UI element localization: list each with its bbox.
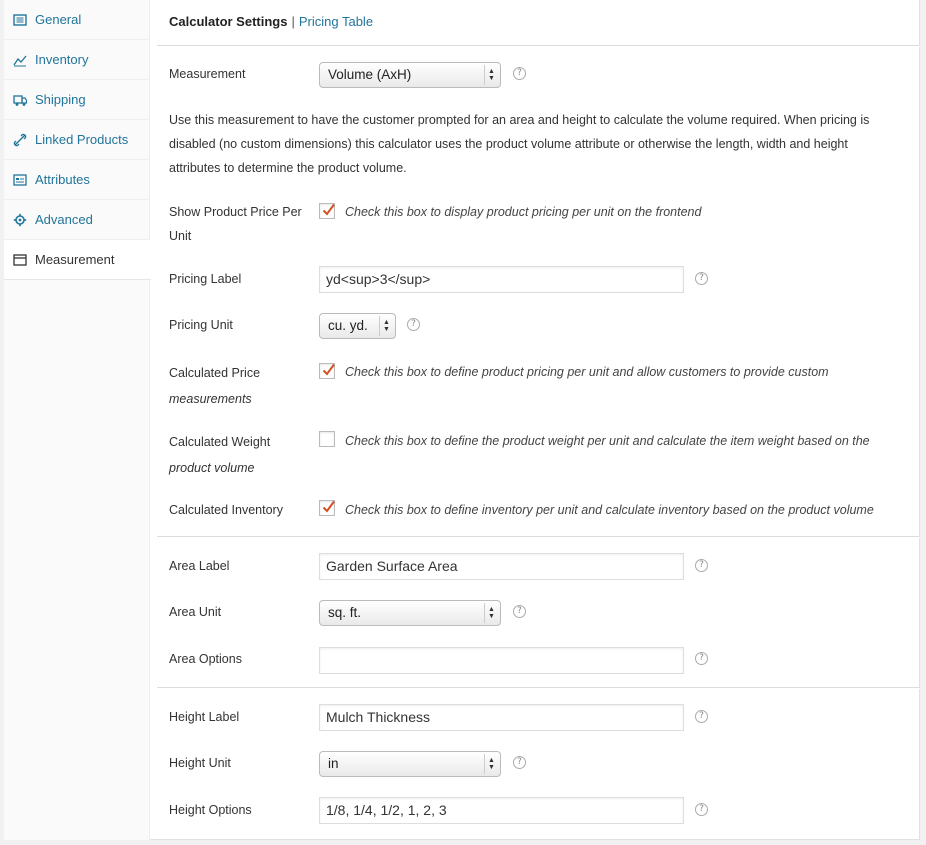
tab-attributes[interactable] <box>4 160 150 200</box>
divider <box>157 45 920 47</box>
tab-label: Linked Products <box>35 132 129 147</box>
measurement-select[interactable] <box>319 62 501 88</box>
general-icon <box>13 13 27 27</box>
tab-pricing-table[interactable]: Pricing Table <box>298 14 374 29</box>
area-unit-label: Area Unit <box>169 605 222 619</box>
show-price-label <box>169 200 302 248</box>
tab-advanced[interactable] <box>4 200 150 240</box>
tab-calculator-settings[interactable]: Calculator Settings <box>169 14 288 29</box>
show-price-checkbox[interactable] <box>319 203 335 219</box>
calculated-price-checkbox[interactable] <box>319 363 335 379</box>
checkmark-icon <box>321 202 336 218</box>
help-icon[interactable]: ? <box>407 318 420 331</box>
calculated-price-label-line2: measurements <box>169 392 252 406</box>
help-icon[interactable]: ? <box>513 605 526 618</box>
area-label-label: Area Label <box>169 559 230 573</box>
select-arrows-icon: ▲ ▼ <box>484 603 498 623</box>
height-label-label: Height Label <box>169 710 240 724</box>
height-options-input[interactable]: 1/8, 1/4, 1/2, 1, 2, 3 <box>319 797 684 824</box>
tab-separator: | <box>291 14 295 29</box>
tab-label: General <box>35 12 82 27</box>
tab-general[interactable] <box>4 0 150 40</box>
tab-label: Attributes <box>35 172 90 187</box>
divider <box>157 536 920 538</box>
attributes-icon <box>13 173 27 187</box>
calculated-inventory-description: Check this box to define inventory per unit and calculate inventory based on the product volume <box>345 503 874 517</box>
measurement-label: Measurement <box>169 67 246 81</box>
calculated-weight-label-line2: product volume <box>169 461 255 475</box>
tab-measurement[interactable] <box>4 240 151 280</box>
pricing-unit-select-value: cu. yd. <box>328 318 368 333</box>
select-arrows-icon: ▲ ▼ <box>484 754 498 774</box>
link-icon <box>13 133 27 147</box>
measurement-settings <box>157 0 920 840</box>
show-price-description: Check this box to display product pricing per unit on the frontend <box>345 205 702 219</box>
help-icon[interactable]: ? <box>695 272 708 285</box>
tab-inventory[interactable] <box>4 40 150 80</box>
tab-label: Inventory <box>35 52 89 67</box>
tab-label: Advanced <box>35 212 93 227</box>
area-unit-select[interactable] <box>319 600 501 626</box>
calculated-weight-label-line1: Calculated Weight <box>169 435 271 449</box>
select-arrows-icon: ▲ ▼ <box>484 65 498 85</box>
measurement-icon <box>13 253 27 267</box>
help-icon[interactable]: ? <box>695 559 708 572</box>
measurement-select-value: Volume (AxH) <box>328 67 412 82</box>
select-arrows-icon: ▲ ▼ <box>379 316 393 336</box>
area-options-input[interactable] <box>319 647 684 674</box>
tab-label: Measurement <box>35 252 115 267</box>
height-unit-select[interactable] <box>319 751 501 777</box>
pricing-label-input[interactable]: yd<sup>3</sup> <box>319 266 684 293</box>
calculated-weight-checkbox[interactable] <box>319 431 335 447</box>
help-icon[interactable]: ? <box>695 803 708 816</box>
product-data-tabs <box>4 0 150 840</box>
pricing-unit-label: Pricing Unit <box>169 318 233 332</box>
show-price-label-line1: Show Product Price Per <box>169 205 302 219</box>
height-label-input[interactable]: Mulch Thickness <box>319 704 684 731</box>
checkmark-icon <box>321 499 336 515</box>
calculated-weight-description: Check this box to define the product weight per unit and calculate the item weight based on the <box>345 434 870 448</box>
gear-icon <box>13 213 27 227</box>
pricing-unit-select[interactable] <box>319 313 396 339</box>
pricing-label-label: Pricing Label <box>169 272 242 286</box>
help-icon[interactable]: ? <box>513 756 526 769</box>
settings-subtabs <box>169 14 373 29</box>
measurement-description: Use this measurement to have the customer prompted for an area and height to calculate the volume required. When pricing is disabled (no custom dimensions) this calculator uses the product volume attribute or otherwise the length, width and height attributes to determine the product volume. <box>169 113 870 175</box>
area-unit-select-value: sq. ft. <box>328 605 362 620</box>
help-icon[interactable]: ? <box>695 652 708 665</box>
tab-linked-products[interactable] <box>4 120 150 160</box>
show-price-label-line2: Unit <box>169 229 192 243</box>
help-icon[interactable]: ? <box>513 67 526 80</box>
tab-shipping[interactable] <box>4 80 150 120</box>
inventory-icon <box>13 53 27 67</box>
divider <box>157 687 920 689</box>
calculated-price-label-line1: Calculated Price <box>169 366 261 380</box>
calculated-weight-label <box>169 429 270 481</box>
area-label-input[interactable]: Garden Surface Area <box>319 553 684 580</box>
height-options-label: Height Options <box>169 803 252 817</box>
calculated-price-label <box>169 360 260 412</box>
checkmark-icon <box>321 362 336 378</box>
tab-label: Shipping <box>35 92 86 107</box>
height-unit-label: Height Unit <box>169 756 231 770</box>
shipping-icon <box>13 93 27 107</box>
calculated-price-description: Check this box to define product pricing per unit and allow customers to provide custom <box>345 365 829 379</box>
area-options-label: Area Options <box>169 652 242 666</box>
calculated-inventory-label: Calculated Inventory <box>169 503 283 517</box>
help-icon[interactable]: ? <box>695 710 708 723</box>
calculated-inventory-checkbox[interactable] <box>319 500 335 516</box>
height-unit-select-value: in <box>328 756 339 771</box>
